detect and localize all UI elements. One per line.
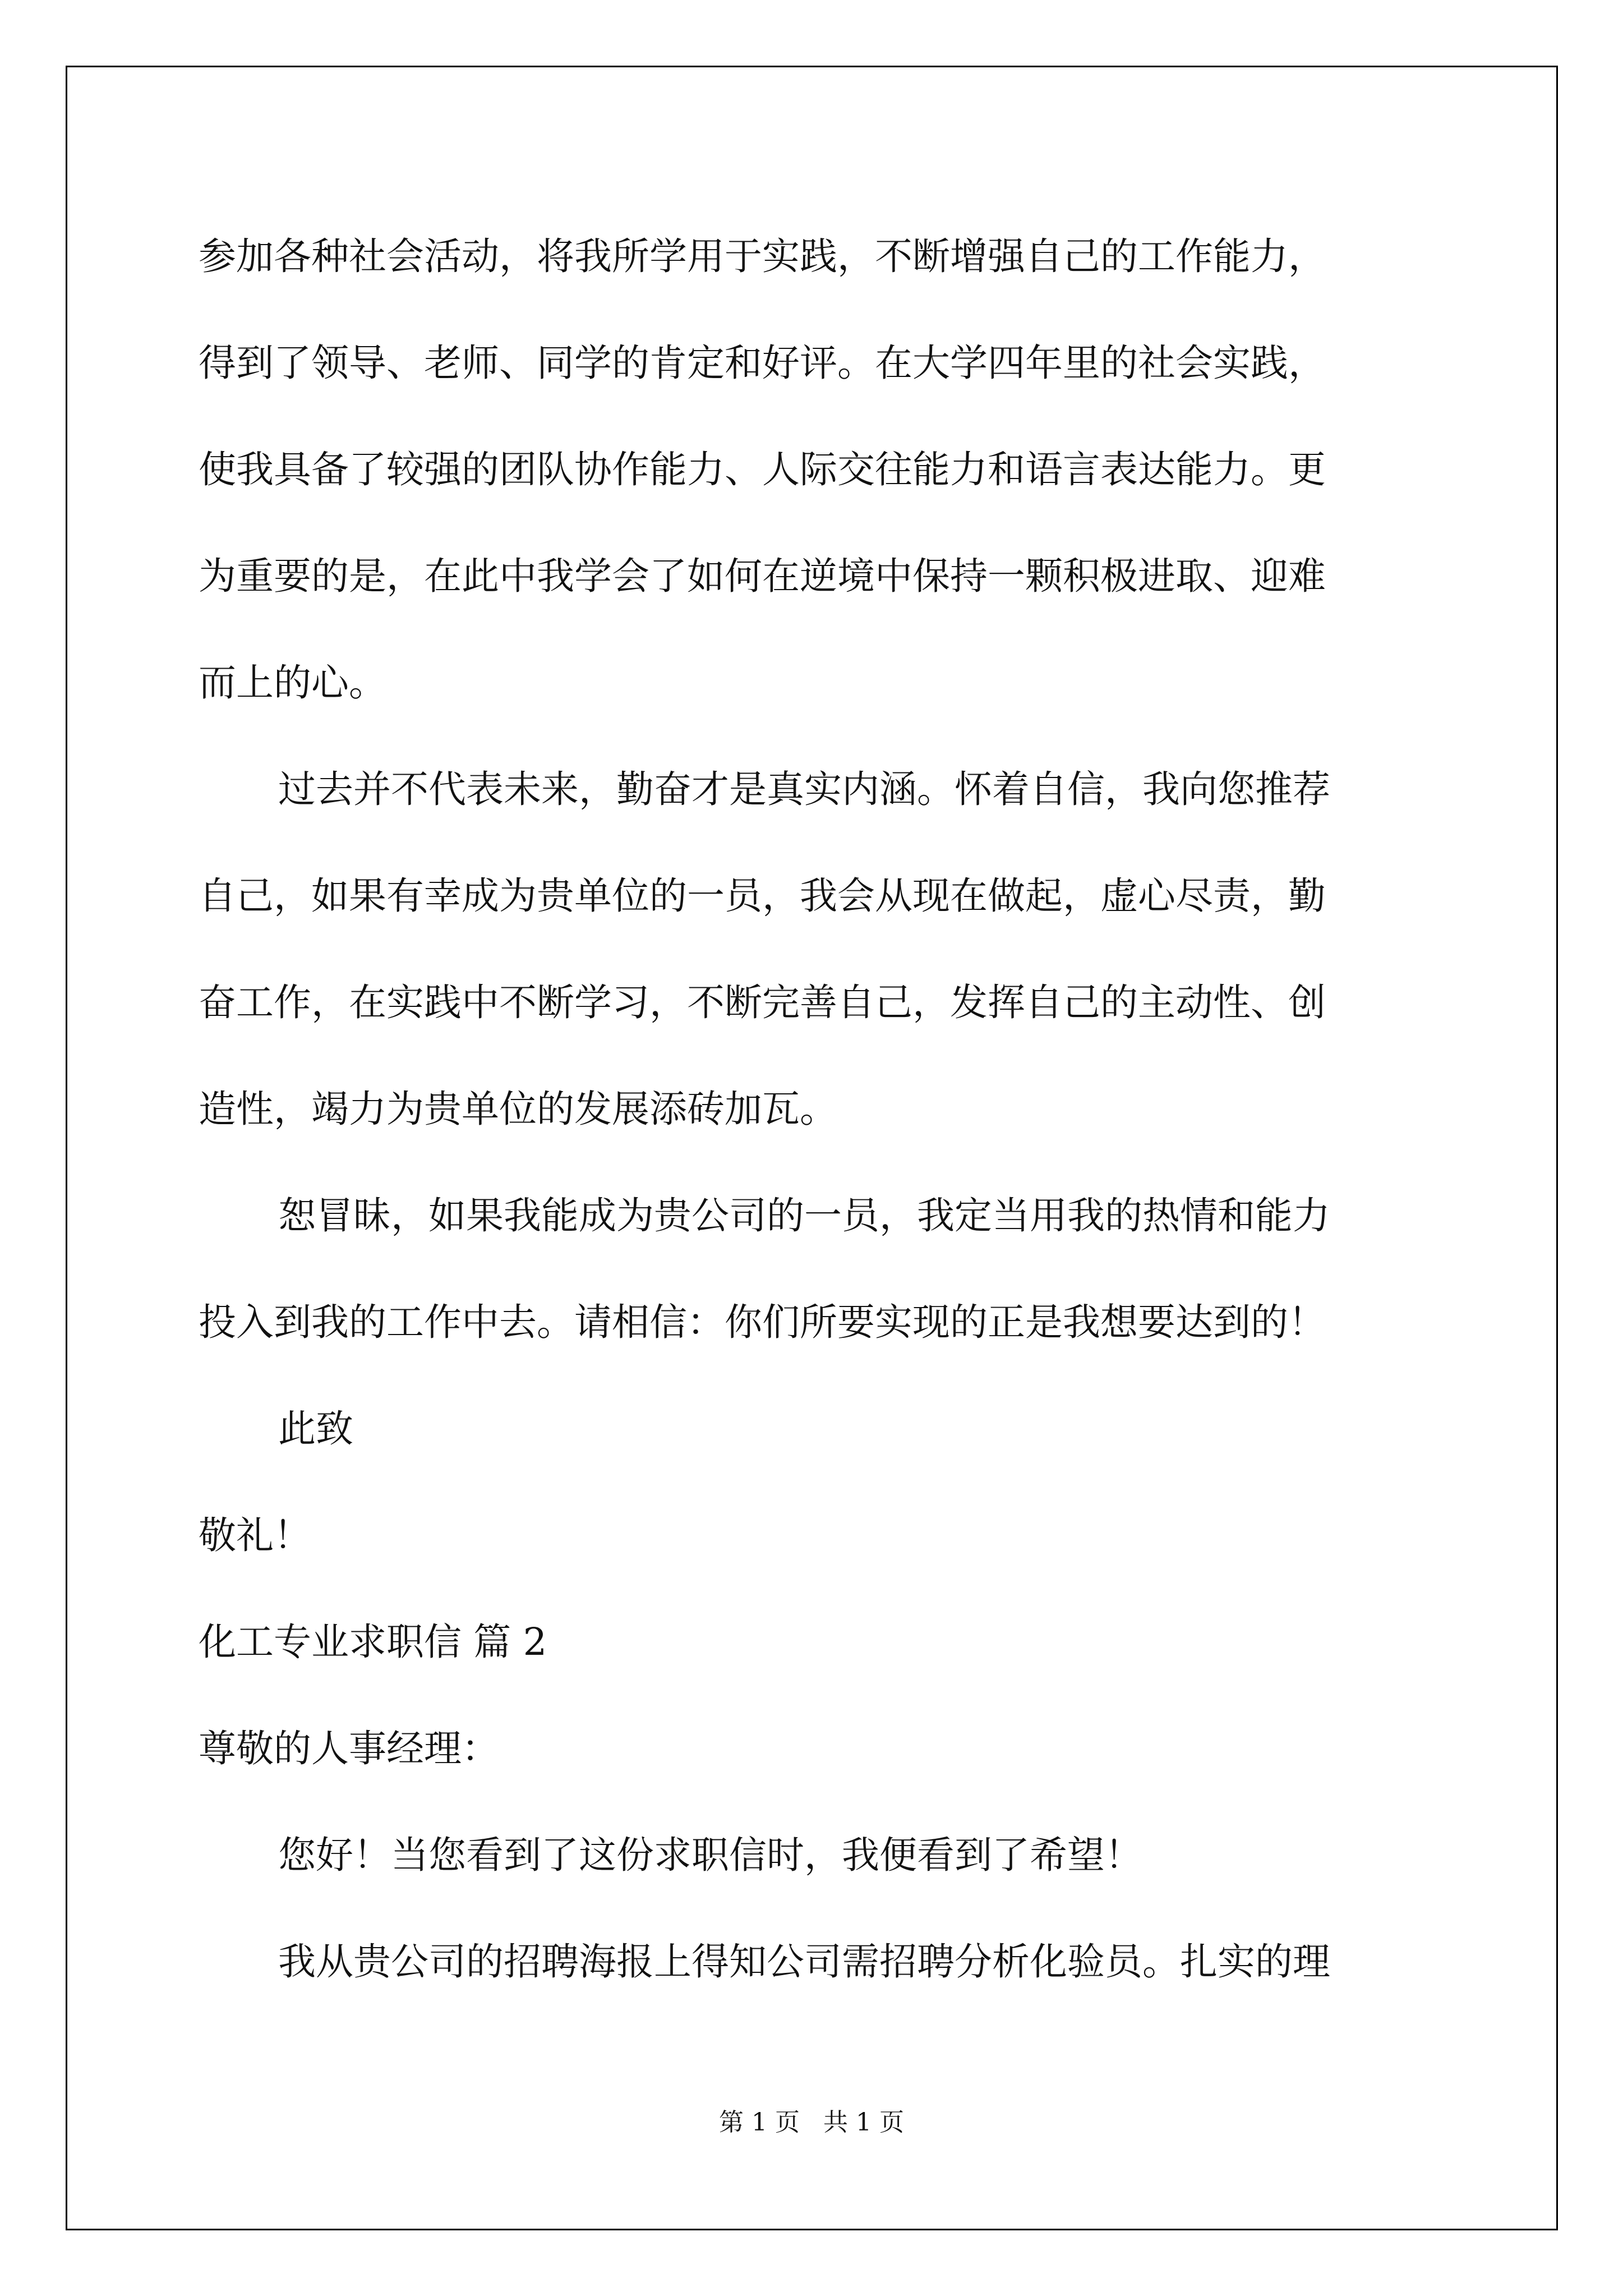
text-line: 化工专业求职信 篇 2 — [199, 1620, 547, 1664]
text-line: 您好！当您看到了这份求职信时，我便看到了希望！ — [278, 1833, 1142, 1877]
text-line: 自己，如果有幸成为贵单位的一员，我会从现在做起，虚心尽责，勤 — [199, 874, 1326, 918]
text-line: 奋工作，在实践中不断学习，不断完善自己，发挥自己的主动性、创 — [199, 981, 1326, 1024]
text-line: 为重要的是，在此中我学会了如何在逆境中保持一颗积极进取、迎难 — [199, 554, 1326, 598]
text-line: 过去并不代表未来，勤奋才是真实内涵。怀着自信，我向您推荐 — [278, 767, 1330, 811]
text-line: 恕冒昧，如果我能成为贵公司的一员，我定当用我的热情和能力 — [278, 1194, 1330, 1237]
document-body — [199, 203, 1438, 2015]
text-line: 造性，竭力为贵单位的发展添砖加瓦。 — [199, 1087, 837, 1131]
text-line: 参加各种社会活动，将我所学用于实践，不断增强自己的工作能力， — [199, 234, 1326, 278]
text-line: 而上的心。 — [199, 661, 386, 705]
text-line: 使我具备了较强的团队协作能力、人际交往能力和语言表达能力。更 — [199, 448, 1326, 491]
text-line: 尊敬的人事经理： — [199, 1727, 499, 1770]
text-line: 我从贵公司的招聘海报上得知公司需招聘分析化验员。扎实的理 — [278, 1940, 1330, 1984]
text-line: 投入到我的工作中去。请相信：你们所要实现的正是我想要达到的！ — [199, 1300, 1326, 1344]
text-line: 得到了领导、老师、同学的肯定和好评。在大学四年里的社会实践， — [199, 341, 1326, 385]
text-line: 此致 — [278, 1407, 353, 1451]
text-line: 敬礼！ — [199, 1513, 311, 1557]
page-footer: 第 1 页 共 1 页 — [719, 2108, 904, 2137]
